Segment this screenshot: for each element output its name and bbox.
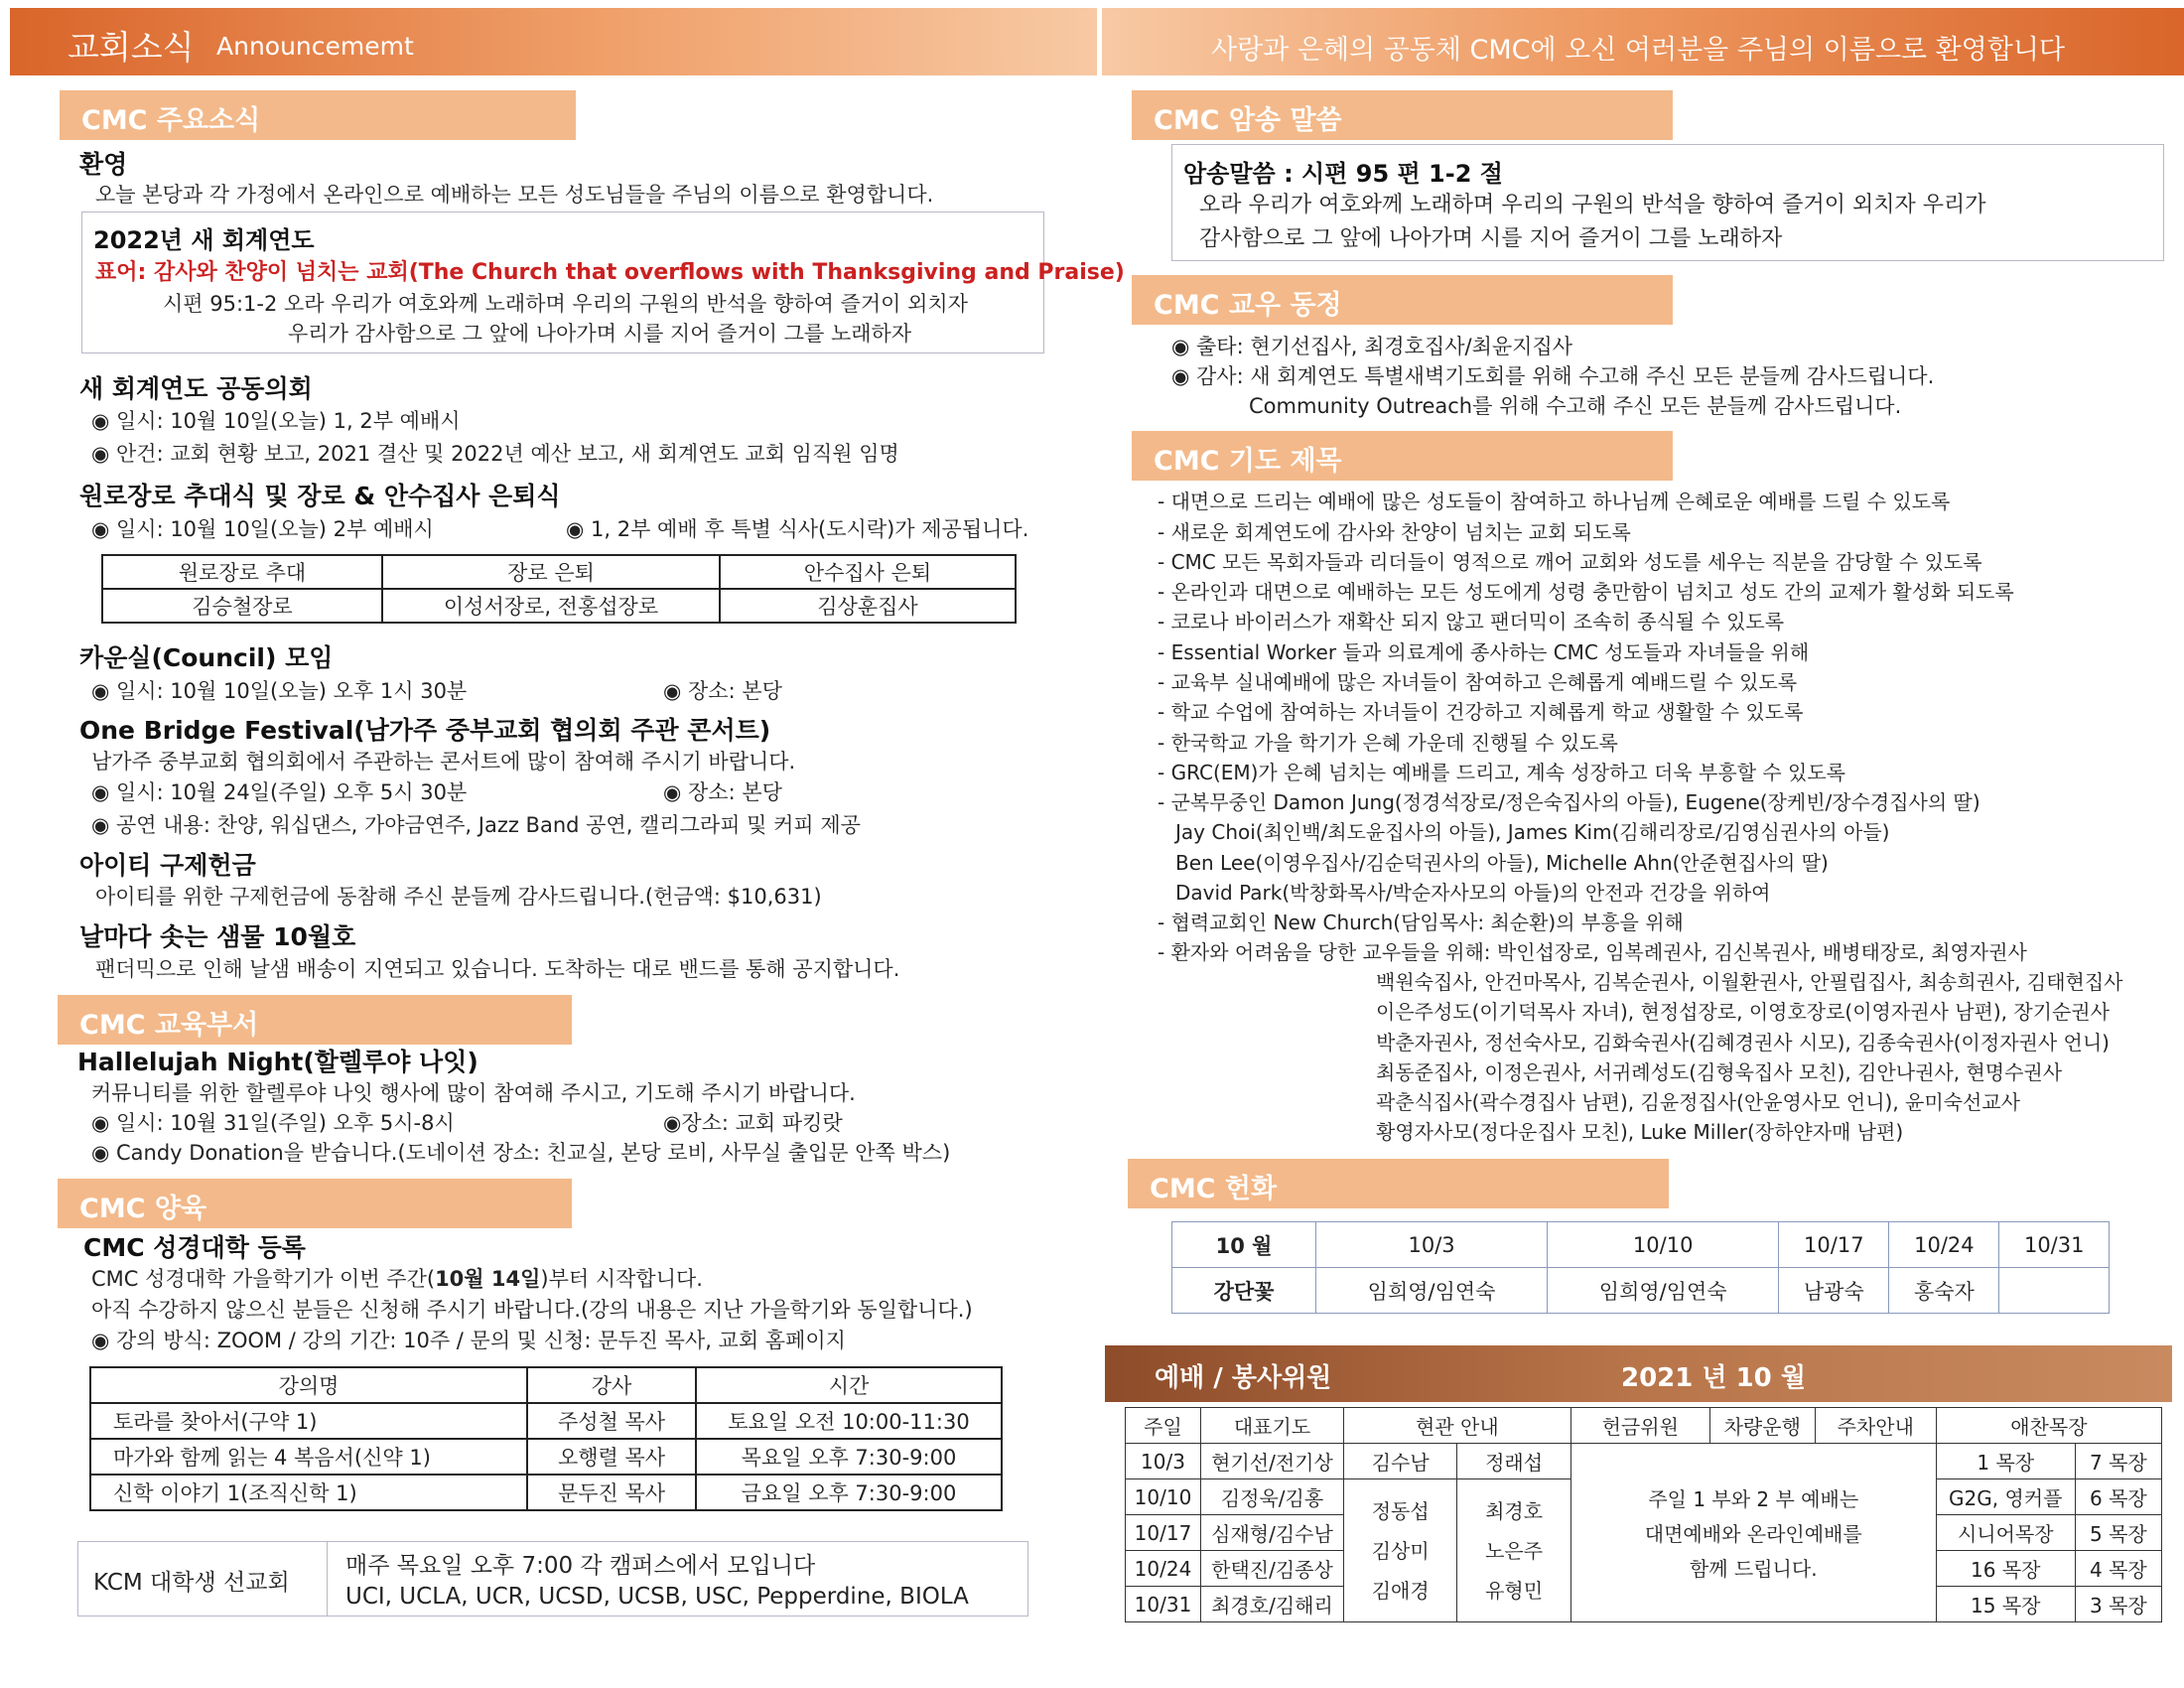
table-cell: 최경호/김해리 <box>1201 1587 1344 1622</box>
service-note <box>1570 1444 1936 1622</box>
usher-column-1 <box>1344 1479 1457 1622</box>
table-header: 강사 <box>527 1367 696 1403</box>
table-cell: 홍숙자 <box>1889 1268 1999 1314</box>
table-cell: 10/3 <box>1126 1444 1201 1479</box>
table-header: 애찬목장 <box>1936 1408 2161 1444</box>
table-cell: 김상훈집사 <box>720 589 1016 623</box>
haiti-title: 아이티 구제헌금 <box>79 851 256 880</box>
assembly-title: 새 회계연도 공동의회 <box>79 374 313 403</box>
prayer-item: David Park(박창화목사/박순자사모의 아들)의 안전과 건강을 위하여 <box>1175 881 1771 905</box>
kcm-label: KCM 대학생 선교회 <box>93 1570 290 1596</box>
flower-table <box>1171 1221 2110 1314</box>
table-cell: 10/24 <box>1889 1222 1999 1268</box>
table-cell: 노은주 <box>1485 1538 1544 1563</box>
elders-table <box>101 554 1017 624</box>
hallelujah-desc: 커뮤니티를 위한 할렐루야 나잇 행사에 많이 참여해 주시고, 기도해 주시기 바랍니다. <box>91 1081 856 1105</box>
prayer-item: - CMC 모든 목회자들과 리더들이 영적으로 깨어 교회와 성도를 세우는 직분을 감당할 수 있도록 <box>1158 550 1982 574</box>
service-note-line: 주일 1 부와 2 부 예배는 <box>1648 1487 1859 1511</box>
hallelujah-date: ◉ 일시: 10월 31일(주일) 오후 5시-8시 <box>91 1111 455 1135</box>
left-header-bar <box>10 8 1097 75</box>
table-cell: 오행렬 목사 <box>527 1439 696 1475</box>
table-cell: 16 목장 <box>1936 1551 2075 1587</box>
service-table <box>1125 1407 2162 1622</box>
table-cell: 안수집사 은퇴 <box>720 555 1016 589</box>
festival-desc: 남가주 중부교회 협의회에서 주관하는 콘서트에 많이 참여해 주시기 바랍니다. <box>91 750 796 774</box>
table-header: 주일 <box>1126 1408 1201 1444</box>
service-title: 예배 / 봉사위원 <box>1155 1363 1332 1393</box>
table-cell: 7 목장 <box>2075 1444 2161 1479</box>
table-header: 시간 <box>696 1367 1002 1403</box>
prayer-item: - 협력교회인 New Church(담임목사: 최순환)의 부흥을 위해 <box>1158 911 1684 934</box>
memory-title: 암송말씀 : 시편 95 편 1-2 절 <box>1183 160 1503 188</box>
table-header: 현관 안내 <box>1344 1408 1571 1444</box>
table-cell: 10/31 <box>1126 1587 1201 1622</box>
table-row <box>1172 1268 2110 1314</box>
table-row <box>1172 1222 2110 1268</box>
left-header-title: 교회소식 <box>68 28 195 67</box>
daily-title: 날마다 솟는 샘물 10월호 <box>79 922 356 951</box>
table-header: 차량운행 <box>1709 1408 1815 1444</box>
fiscal-verse-2: 우리가 감사함으로 그 앞에 나아가며 시를 지어 즐거이 그를 노래하자 <box>288 322 912 346</box>
table-cell: 심재형/김수남 <box>1201 1515 1344 1551</box>
table-cell: 10/31 <box>1999 1222 2110 1268</box>
usher-column-2 <box>1457 1479 1570 1622</box>
table-cell: 5 목장 <box>2075 1515 2161 1551</box>
table-cell: 15 목장 <box>1936 1587 2075 1622</box>
table-cell: 임희영/임연숙 <box>1548 1268 1779 1314</box>
section-prayer: CMC 기도 제목 <box>1132 431 1673 481</box>
prayer-item: - 대면으로 드리는 예배에 많은 성도들이 참여하고 하나님께 은혜로운 예배를 드릴 수 있도록 <box>1158 490 1951 513</box>
table-cell: 임희영/임연숙 <box>1316 1268 1548 1314</box>
fiscal-motto: 표어: 감사와 찬양이 넘치는 교회(The Church that overflows with Thanksgiving and Praise) <box>95 260 1125 285</box>
table-cell: 시니어목장 <box>1936 1515 2075 1551</box>
table-row <box>90 1439 1002 1475</box>
table-row <box>1126 1408 2162 1444</box>
patient-line: 곽춘식집사(곽수경집사 남편), 김윤정집사(안윤영사모 언니), 윤미숙선교사 <box>1376 1090 2020 1114</box>
table-header: 주차안내 <box>1815 1408 1936 1444</box>
table-cell: 장로 은퇴 <box>382 555 720 589</box>
kcm-line-1: 매주 목요일 오후 7:00 각 캠퍼스에서 모입니다 <box>345 1553 816 1579</box>
table-header: 강의명 <box>90 1367 527 1403</box>
table-row <box>1126 1444 2162 1479</box>
prayer-item: - 코로나 바이러스가 재확산 되지 않고 팬더믹이 조속히 종식될 수 있도록 <box>1158 610 1785 633</box>
fiscal-title: 2022년 새 회계연도 <box>93 226 315 254</box>
patient-line: 황영자사모(정다운집사 모친), Luke Miller(장하얀자매 남편) <box>1376 1120 1904 1144</box>
table-cell: 남광숙 <box>1779 1268 1889 1314</box>
table-cell: G2G, 영커플 <box>1936 1479 2075 1515</box>
table-cell: 6 목장 <box>2075 1479 2161 1515</box>
table-cell: 원로장로 추대 <box>102 555 382 589</box>
table-cell: 한택진/김종상 <box>1201 1551 1344 1587</box>
council-place: ◉ 장소: 본당 <box>663 679 782 703</box>
table-cell: 10/10 <box>1548 1222 1779 1268</box>
bible-college-line-2: 아직 수강하지 않으신 분들은 신청해 주시기 바랍니다.(강의 내용은 지난 가을학기와 동일합니다.) <box>91 1298 973 1322</box>
welcome-text: 오늘 본당과 각 가정에서 온라인으로 예배하는 모든 성도님들을 주님의 이름으로 환영합니다. <box>95 183 934 207</box>
table-cell: 김정욱/김홍 <box>1201 1479 1344 1515</box>
table-cell: 금요일 오후 7:30-9:00 <box>696 1475 1002 1510</box>
table-row <box>102 589 1016 623</box>
table-cell: 10/10 <box>1126 1479 1201 1515</box>
elders-date: ◉ 일시: 10월 10일(오늘) 2부 예배시 <box>91 517 434 541</box>
table-cell: 10/17 <box>1126 1515 1201 1551</box>
section-memory: CMC 암송 말씀 <box>1132 90 1673 140</box>
table-cell: 문두진 목사 <box>527 1475 696 1510</box>
festival-program: ◉ 공연 내용: 찬양, 워십댄스, 가야금연주, Jazz Band 공연, 캘리그라피 및 커피 제공 <box>91 813 861 837</box>
assembly-date: ◉ 일시: 10월 10일(오늘) 1, 2부 예배시 <box>91 409 461 433</box>
welcome-title: 환영 <box>79 150 128 179</box>
bible-college-line-3: ◉ 강의 방식: ZOOM / 강의 기간: 10주 / 문의 및 신청: 문두진 목사, 교회 홈페이지 <box>91 1329 846 1352</box>
elders-title: 원로장로 추대식 및 장로 & 안수집사 은퇴식 <box>79 482 561 510</box>
table-cell: 이성서장로, 전홍섭장로 <box>382 589 720 623</box>
memory-line-2: 감사함으로 그 앞에 나아가며 시를 지어 즐거이 그를 노래하자 <box>1199 226 1783 251</box>
service-header-bar <box>1105 1345 2172 1402</box>
service-note-line: 대면예배와 온라인예배를 <box>1644 1522 1862 1546</box>
prayer-item: - 환자와 어려움을 당한 교우들을 위해: 박인섭장로, 임복례권사, 김신복권사, 배병태장로, 최영자권사 <box>1158 940 2027 964</box>
table-cell: 김애경 <box>1371 1578 1430 1603</box>
festival-place: ◉ 장소: 본당 <box>663 780 782 804</box>
prayer-item: - Essential Worker 들과 의료계에 종사하는 CMC 성도들과 자녀들을 위해 <box>1158 640 1810 664</box>
table-cell: 10/17 <box>1779 1222 1889 1268</box>
service-month: 2021 년 10 월 <box>1621 1363 1806 1393</box>
table-cell: 현기선/전기상 <box>1201 1444 1344 1479</box>
kcm-line-2: UCI, UCLA, UCR, UCSD, UCSB, USC, Pepperdine, BIOLA <box>345 1584 969 1610</box>
table-cell: 정래섭 <box>1457 1444 1570 1479</box>
festival-title: One Bridge Festival(남가주 중부교회 협의회 주관 콘서트) <box>79 716 771 745</box>
hallelujah-place: ◉장소: 교회 파킹랏 <box>663 1111 843 1135</box>
patient-line: 백원숙집사, 안건마목사, 김복순권사, 이월환권사, 안필립집사, 최송희권사, 김태현집사 <box>1376 970 2123 994</box>
bible-college-title: CMC 성경대학 등록 <box>83 1233 306 1262</box>
class-table <box>89 1366 1003 1511</box>
council-date: ◉ 일시: 10월 10일(오늘) 오후 1시 30분 <box>91 679 468 703</box>
section-flowers: CMC 헌화 <box>1128 1159 1669 1208</box>
fiscal-verse-1: 시편 95:1-2 오라 우리가 여호와께 노래하며 우리의 구원의 반석을 향하여 즐거이 외치자 <box>163 292 968 316</box>
table-header: 대표기도 <box>1201 1408 1344 1444</box>
members-line-2: ◉ 감사: 새 회계연도 특별새벽기도회를 위해 수고해 주신 모든 분들께 감사드립니다. <box>1171 364 1935 388</box>
section-nurture: CMC 양육 <box>58 1179 572 1228</box>
prayer-item: Jay Choi(최인백/최도윤집사의 아들), James Kim(김해리장로/김영심권사의 아들) <box>1175 820 1890 844</box>
table-cell: 토요일 오전 10:00-11:30 <box>696 1403 1002 1439</box>
prayer-item: - 온라인과 대면으로 예배하는 모든 성도에게 성령 충만함이 넘치고 성도 간의 교제가 활성화 되도록 <box>1158 580 2014 604</box>
section-members: CMC 교우 동정 <box>1132 275 1673 325</box>
memory-line-1: 오라 우리가 여호와께 노래하며 우리의 구원의 반석을 향하여 즐거이 외치자 우리가 <box>1199 193 1986 217</box>
table-cell: 10/24 <box>1126 1551 1201 1587</box>
table-cell: 김수남 <box>1344 1444 1457 1479</box>
members-line-3: Community Outreach를 위해 수고해 주신 모든 분들께 감사드립니다. <box>1249 394 1902 418</box>
table-cell <box>1999 1268 2110 1314</box>
hallelujah-candy: ◉ Candy Donation을 받습니다.(도네이션 장소: 친교실, 본당 로비, 사무실 출입문 안쪽 박스) <box>91 1141 951 1165</box>
table-cell: 10/3 <box>1316 1222 1548 1268</box>
table-row <box>90 1403 1002 1439</box>
patient-line: 최동준집사, 이정은권사, 서귀례성도(김형욱집사 모친), 김안나권사, 현명수권사 <box>1376 1060 2063 1084</box>
table-cell: 김상미 <box>1371 1538 1430 1563</box>
table-cell: 목요일 오후 7:30-9:00 <box>696 1439 1002 1475</box>
haiti-text: 아이티를 위한 구제헌금에 동참해 주신 분들께 감사드립니다.(헌금액: $10,631) <box>95 885 822 909</box>
council-title: 카운실(Council) 모임 <box>79 643 334 672</box>
table-cell: 3 목장 <box>2075 1587 2161 1622</box>
patient-line: 박춘자권사, 정선숙사모, 김화숙권사(김혜경권사 시모), 김종숙권사(이정자권사 언니) <box>1376 1031 2110 1055</box>
table-cell: 1 목장 <box>1936 1444 2075 1479</box>
table-row <box>90 1367 1002 1403</box>
table-row <box>102 555 1016 589</box>
elders-meal: ◉ 1, 2부 예배 후 특별 식사(도시락)가 제공됩니다. <box>566 517 1029 541</box>
table-cell: 신학 이야기 1(조직신학 1) <box>90 1475 527 1510</box>
table-cell: 김승철장로 <box>102 589 382 623</box>
table-cell: 4 목장 <box>2075 1551 2161 1587</box>
table-cell: 정동섭 <box>1371 1498 1430 1523</box>
section-main-news: CMC 주요소식 <box>60 90 576 140</box>
members-line-1: ◉ 출타: 현기선집사, 최경호집사/최윤지집사 <box>1171 335 1573 358</box>
prayer-item: - 교육부 실내예배에 많은 자녀들이 참여하고 은혜롭게 예배드릴 수 있도록 <box>1158 670 1798 694</box>
flower-label: 강단꽃 <box>1172 1268 1316 1314</box>
table-row <box>90 1475 1002 1510</box>
prayer-item: - 군복무중인 Damon Jung(정경석장로/정은숙집사의 아들), Eugene(장케빈/장수경집사의 딸) <box>1158 790 1980 814</box>
prayer-item: - GRC(EM)가 은혜 넘치는 예배를 드리고, 계속 성장하고 더욱 부흥할 수 있도록 <box>1158 761 1846 784</box>
prayer-item: - 한국학교 가을 학기가 은혜 가운데 진행될 수 있도록 <box>1158 731 1618 755</box>
table-cell: 주성철 목사 <box>527 1403 696 1439</box>
flower-month: 10 월 <box>1172 1222 1316 1268</box>
prayer-item: Ben Lee(이영우집사/김순덕권사의 아들), Michelle Ahn(안준현집사의 딸) <box>1175 851 1829 875</box>
service-note-line: 함께 드립니다. <box>1689 1557 1818 1581</box>
prayer-item: - 새로운 회계연도에 감사와 찬양이 넘치는 교회 되도록 <box>1158 520 1631 544</box>
prayer-item: - 학교 수업에 참여하는 자녀들이 건강하고 지혜롭게 학교 생활할 수 있도록 <box>1158 700 1804 724</box>
right-header-bar <box>1102 8 2184 75</box>
table-cell: 최경호 <box>1485 1498 1544 1523</box>
table-header: 헌금위원 <box>1570 1408 1709 1444</box>
assembly-agenda: ◉ 안건: 교회 현황 보고, 2021 결산 및 2022년 예산 보고, 새 회계연도 교회 임직원 임명 <box>91 442 899 466</box>
patient-line: 이은주성도(이기덕목사 자녀), 현정섭장로, 이영호장로(이영자권사 남편), 장기순권사 <box>1376 1000 2110 1024</box>
daily-text: 팬더믹으로 인해 날샘 배송이 지연되고 있습니다. 도착하는 대로 밴드를 통해 공지합니다. <box>95 957 900 981</box>
left-header-subtitle: Announcememt <box>216 32 414 61</box>
table-cell: 마가와 함께 읽는 4 복음서(신약 1) <box>90 1439 527 1475</box>
bible-college-line-1: CMC 성경대학 가을학기가 이번 주간(10월 14일)부터 시작합니다. <box>91 1267 703 1291</box>
right-header-title: 사랑과 은혜의 공동체 CMC에 오신 여러분을 주님의 이름으로 환영합니다 <box>1211 35 2065 66</box>
festival-date: ◉ 일시: 10월 24일(주일) 오후 5시 30분 <box>91 780 468 804</box>
table-cell: 토라를 찾아서(구약 1) <box>90 1403 527 1439</box>
section-education: CMC 교육부서 <box>58 995 572 1045</box>
table-cell: 유형민 <box>1485 1578 1544 1603</box>
hallelujah-title: Hallelujah Night(할렐루야 나잇) <box>77 1048 478 1076</box>
